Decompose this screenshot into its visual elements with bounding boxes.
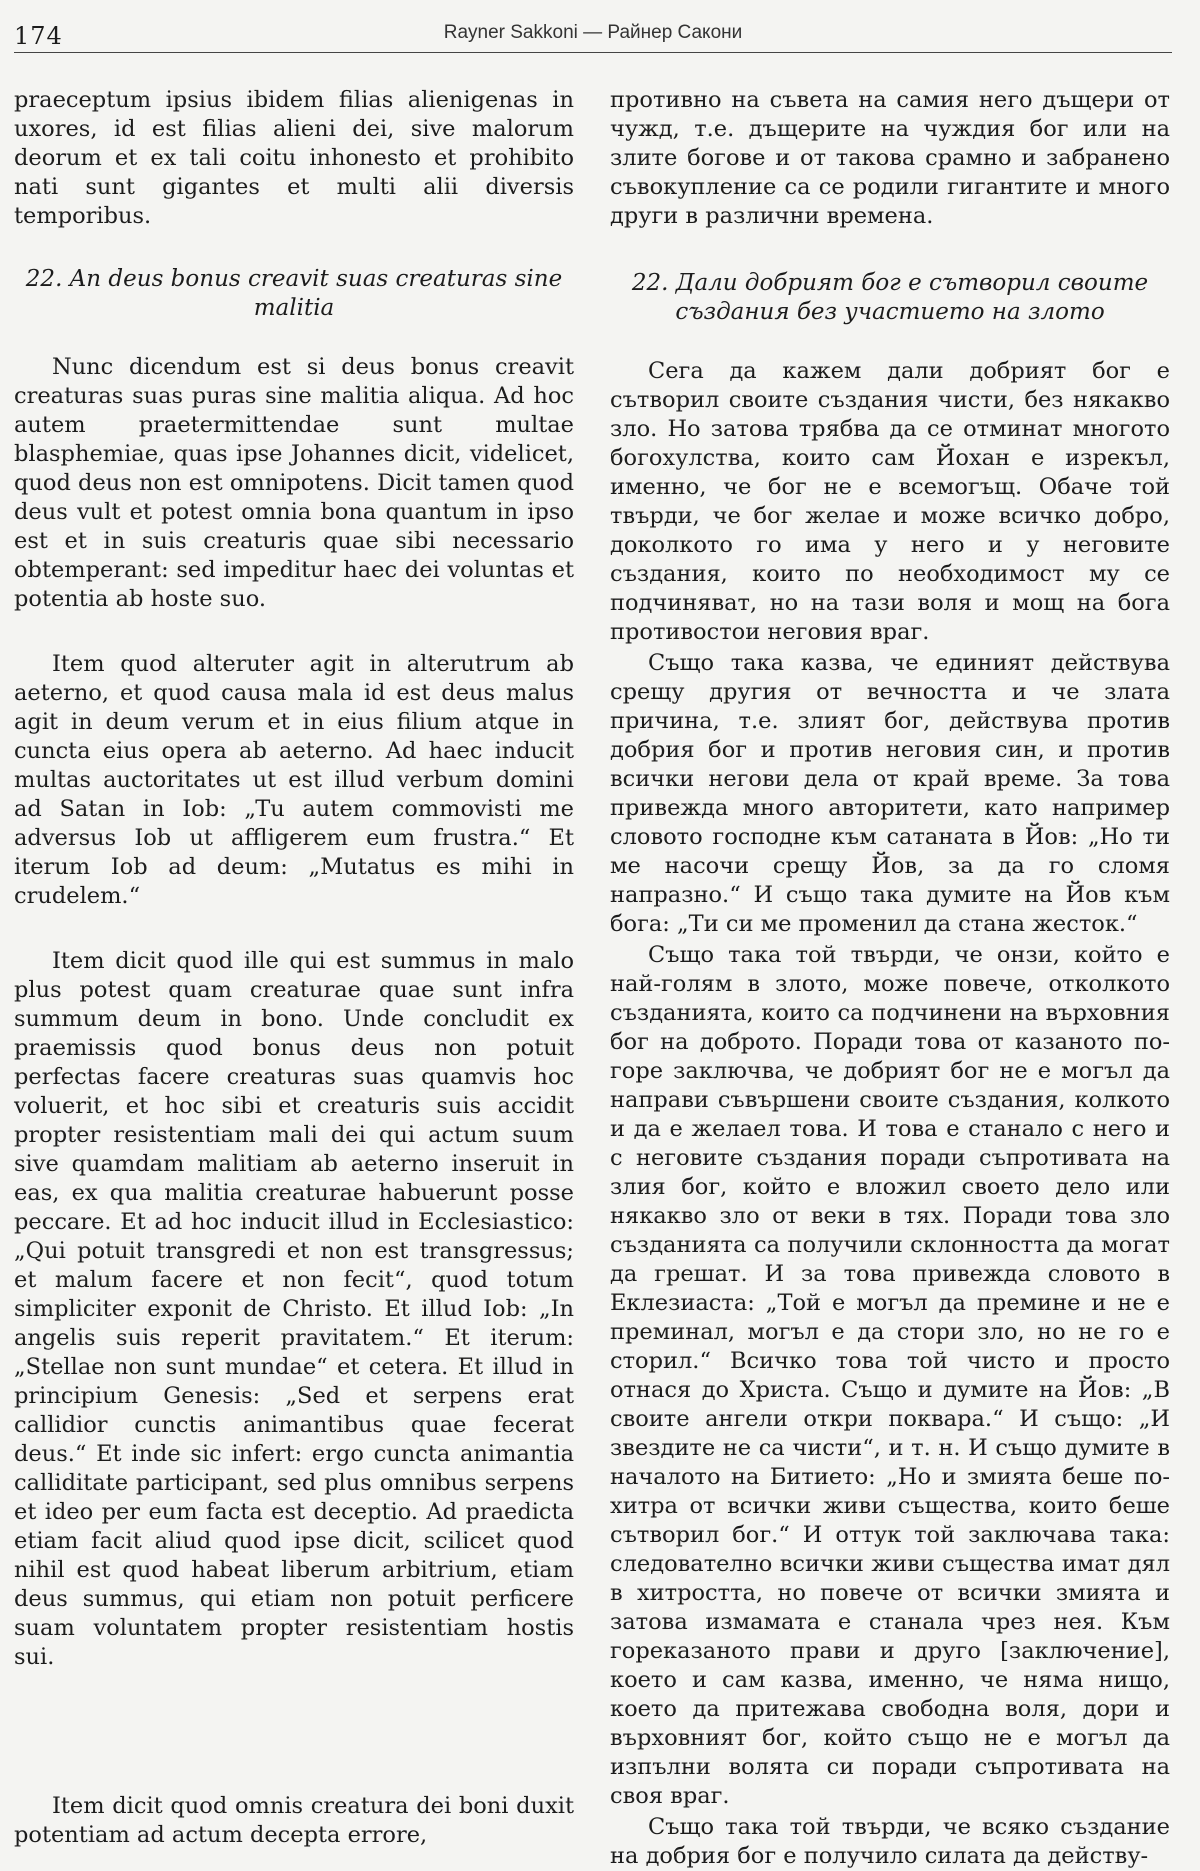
page-number: 174 bbox=[14, 22, 63, 50]
latin-paragraph: Item quod alteruter agit in alterutrum ab aeterno, et quod causa mala id est deus malus agit in deum verum et in eius filium atque in cuncta eius opera ab aeterno. Ad haec inducit multas auctoritates ut est illud verbum domini ad Satan in Iob: „Tu autem commovisti me adversus Iob ut affligerem eum frustra.“ Et iterum Iob ad deum: „Mutatus es mihi in crudelem.“ bbox=[14, 651, 574, 909]
bulgarian-paragraph: Също така той твърди, че всяко създание на добрия бог е получило силата да действу- bbox=[610, 1814, 1170, 1869]
latin-paragraph-continued: praeceptum ipsius ibidem filias alienigenas in uxores, id est filias alieni dei, sive malorum deorum et ex tali coitu inhonesto et prohibito nati sunt gigantes et multi alii diversis temporibus. bbox=[14, 87, 574, 229]
page-header bbox=[14, 18, 1172, 48]
latin-paragraph: Nunc dicendum est si deus bonus creavit creaturas suas puras sine malitia aliqua. Ad hoc autem praetermittendae sunt multae blasphemiae, quas ipse Johannes dicit, videlicet, quod deus non est omnipotens. Dicit tamen quod deus vult et potest omnia bona quantum in ipso est et in suis creaturis quae sibi necessario obtemperant: sed impeditur haec dei voluntas et potentia ab hoste suo. bbox=[14, 354, 574, 612]
bulgarian-paragraph-continued: противно на съвета на самия него дъщери от чужд, т.е. дъщерите на чуждия бог или на злите богове и от такова срамно и забранено съвокупление са се родили гигантите и много други в различни времена. bbox=[610, 87, 1170, 229]
bulgarian-paragraph: Също така той твърди, че онзи, който е най-голям в злото, може повече, отколкото създанията, които са подчинени на върховния бог на доброто. Поради това от казаното по-горе заключва, че добрият бог не е могъл да направи съвършени своите създания, колкото и да е желаел това. И това е станало с него и с неговите създания поради съпротивата на злия бог, който е вложил своето дело или някакво зло от веки в тях. Поради това зло създанията са получили склонността да могат да грешат. И за това привежда словото в Еклезиаста: „Той е могъл да премине и не е преминал, могъл е да стори зло, но не го е сторил.“ Всичко това той чисто и просто отнася до Христа. Също и думите на Йов: „В своите ангели откри поквара.“ И също: „И звездите не са чисти“, и т. н. И също думите в началото на Битието: „Но и змията беше по-хитра от всички живи същества, които беше сътворил бог.“ И оттук той заключава така: следователно всички живи същества имат дял в хитростта, но повече от всички змията и затова измамата е станала чрез нея. Към гореказаното прави и друго [заключение], което и сам казва, именно, че няма нищо, което да притежава свободна воля, дори и върховният бог, който също не е могъл да изпълни волята си поради съпротивата на своя враг. bbox=[610, 942, 1170, 1809]
latin-paragraph: Item dicit quod ille qui est summus in malo plus potest quam creaturae quae sunt infra summum deum in bono. Unde concludit ex praemissis quod bonus deus non potuit perfectas facere creaturas suas quamvis hoc voluerit, et hoc sibi et creaturis suis accidit propter resistentiam mali dei qui actum suum sive quamdam malitiam ab aeterno inseruit in eas, ex qua malitia creaturae habuerunt posse peccare. Et ad hoc inducit illud in Ecclesiastico: „Qui potuit transgredi et non est transgressus; et malum facere et non fecit“, quod totum simpliciter exponit de Christo. Et illud Iob: „In angelis suis reperit pravitatem.“ Et iterum: „Stellae non sunt mundae“ et cetera. Et illud in principium Genesis: „Sed et serpens erat callidior cunctis animantibus quae fecerat deus.“ Et inde sic infert: ergo cuncta animantia calliditate participant, sed plus omnibus serpens et ideo per eum facta est deceptio. Ad praedicta etiam facit aliud quod ipse dicit, scilicet quod nihil est quod habeat liberum arbitrium, etiam deus summus, qui etiam non potuit perficere suam voluntatem propter resistentiam hostis sui. bbox=[14, 948, 574, 1670]
bulgarian-paragraph: Също така казва, че единият действува срещу другия от вечността и че злата причина, т.е. злият бог, действува против добрия бог и против неговия син, и против всички негови дела от край време. За това привежда много авторитети, като например словото господне към сатаната в Йов: „Но ти ме насочи срещу Йов, за да го сломя напразно.“ И също така думите на Йов към бога: „Ти си ме променил да стана жесток.“ bbox=[610, 650, 1170, 937]
latin-column bbox=[14, 86, 574, 1850]
header-rule bbox=[14, 52, 1172, 53]
running-title: Rayner Sakkoni — Райнер Сакони bbox=[443, 22, 743, 43]
bulgarian-column bbox=[610, 86, 1170, 1871]
latin-paragraph: Item dicit quod omnis creatura dei boni duxit potentiam ad actum decepta errore, bbox=[14, 1793, 574, 1848]
bulgarian-section-heading: 22. Дали добрият бог е сътворил своите създания без участието на злото bbox=[631, 270, 1149, 325]
latin-section-heading: 22. An deus bonus creavit suas creaturas sine malitia bbox=[25, 266, 563, 321]
bulgarian-paragraph: Сега да кажем дали добрият бог е сътворил своите създания чисти, без някакво зло. Но затова трябва да се отминат многото богохулства, които сам Йохан е изрекъл, именно, че бог не е всемогъщ. Обаче той твърди, че бог желае и може всичко добро, доколкото го има у него и у неговите създания, които по необходимост му се подчиняват, но на тази воля и мощ на бога противостои неговия враг. bbox=[610, 358, 1170, 645]
